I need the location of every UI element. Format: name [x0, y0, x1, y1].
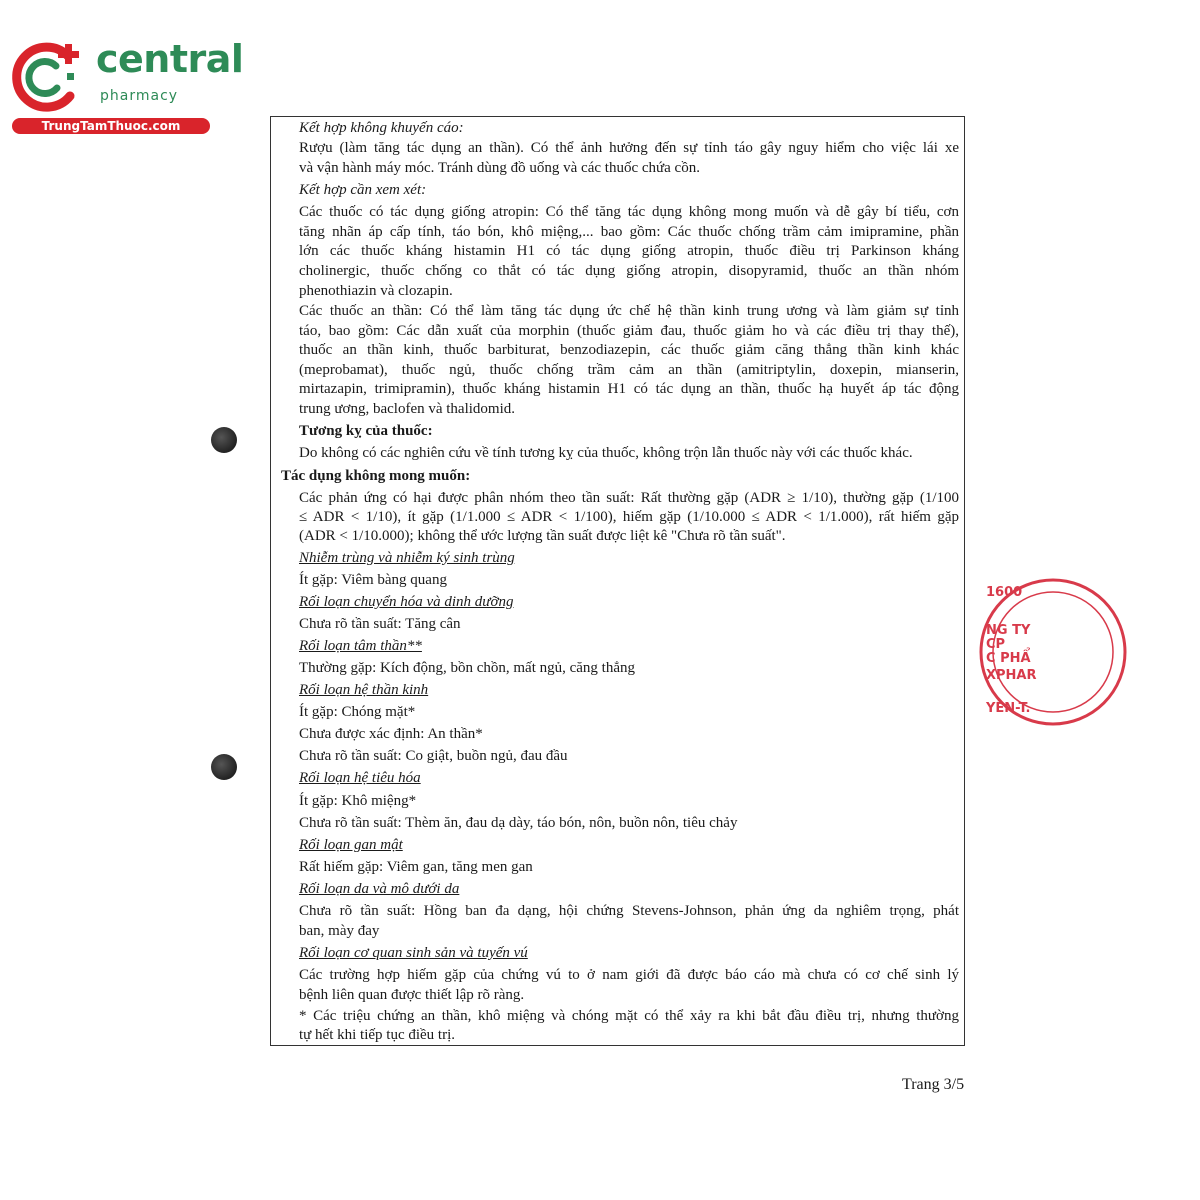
- doc-text-line: bệnh liên quan được thiết lập rõ ràng.: [299, 987, 525, 1003]
- doc-text-line: mirtazapin, trimipramin), thuốc kháng histamin H1 có tác dụng an thần, thuốc hạ huyết áp tác động: [299, 381, 959, 397]
- doc-text-line: Rất hiếm gặp: Viêm gan, tăng men gan: [299, 859, 533, 875]
- doc-section-heading: Tương kỵ của thuốc:: [299, 423, 433, 439]
- page-number: Trang 3/5: [902, 1076, 965, 1093]
- doc-text-line: Ít gặp: Chóng mặt*: [299, 704, 416, 720]
- doc-text-line: lớn các thuốc kháng histamin H1 có tác dụng giống atropin, thuốc điều trị Parkinson kháng: [299, 243, 959, 259]
- doc-text-line: và vận hành máy móc. Tránh dùng đồ uống và các thuốc chứa cồn.: [299, 160, 700, 176]
- doc-text-line: Chưa rõ tần suất: Tăng cân: [299, 616, 461, 632]
- doc-category-heading: Rối loạn gan mật: [299, 837, 403, 853]
- doc-text-line: trung ương, baclofen và thalidomid.: [299, 401, 516, 417]
- doc-text-line: Do không có các nghiên cứu về tính tương kỵ của thuốc, không trộn lẫn thuốc này với các thuốc khác.: [299, 445, 913, 461]
- doc-category-heading: Rối loạn tâm thần**: [299, 638, 422, 654]
- doc-category-heading: Rối loạn da và mô dưới da: [299, 881, 460, 897]
- doc-text-line: (ADR < 1/10.000); không thể ước lượng tần suất được liệt kê "Chưa rõ tần suất".: [299, 528, 786, 544]
- punch-hole: [211, 427, 237, 453]
- doc-text-line: ban, mày đay: [299, 923, 380, 939]
- doc-text-line: Các thuốc an thần: Có thể làm tăng tác dụng ức chế hệ thần kinh trung ương và làm giảm sự tỉnh: [299, 303, 959, 319]
- doc-section-heading: Tác dụng không mong muốn:: [281, 468, 471, 484]
- logo-brand-text: central: [96, 37, 244, 81]
- doc-text-line: thuốc an thần kinh, thuốc barbiturat, benzodiazepin, các thuốc giảm căng thẳng thần kinh khác: [299, 342, 959, 358]
- doc-category-heading: Rối loạn hệ thần kinh: [299, 682, 429, 698]
- doc-text-line: táo, bao gồm: Các dẫn xuất của morphin (thuốc giảm đau, thuốc giảm ho và các điều trị thay thế),: [299, 323, 959, 339]
- punch-hole: [211, 754, 237, 780]
- doc-text-line: Chưa rõ tần suất: Hồng ban đa dạng, hội chứng Stevens-Johnson, phản ứng da nghiêm trọng, phát: [299, 903, 959, 919]
- doc-text-line: Các trường hợp hiếm gặp của chứng vú to ở nam giới đã được báo cáo mà chưa có cơ chế sinh lý: [299, 967, 959, 983]
- doc-text-line: Ít gặp: Viêm bàng quang: [299, 572, 447, 588]
- doc-text-line: tự hết khi tiếp tục điều trị.: [299, 1027, 456, 1043]
- logo-website-banner: TrungTamThuoc.com: [12, 118, 210, 134]
- doc-text-line: phenothiazin và clozapin.: [299, 283, 453, 299]
- document-body: [270, 116, 965, 1046]
- company-stamp: [978, 572, 1037, 732]
- doc-text-line: Chưa được xác định: An thần*: [299, 726, 483, 742]
- logo-sub-text: pharmacy: [100, 88, 179, 104]
- pharmacy-logo: [10, 37, 244, 138]
- doc-subheading: Kết hợp cần xem xét:: [299, 182, 427, 198]
- stamp-text: C PHẨ: [986, 651, 1031, 666]
- stamp-text: NG TY: [986, 623, 1031, 638]
- stamp-text: XPHAR: [986, 668, 1037, 683]
- logo-c-icon: [10, 38, 94, 116]
- doc-subheading: Kết hợp không khuyến cáo:: [299, 120, 464, 136]
- doc-text-line: * Các triệu chứng an thần, khô miệng và chóng mặt có thể xảy ra khi bắt đầu điều trị, nhưng thường: [299, 1008, 959, 1024]
- doc-text-line: Ít gặp: Khô miệng*: [299, 793, 417, 809]
- doc-text-line: Rượu (làm tăng tác dụng an thần). Có thể ảnh hưởng đến sự tỉnh táo gây nguy hiểm cho việc lái xe: [299, 140, 959, 156]
- doc-text-line: Các thuốc có tác dụng giống atropin: Có thể tăng tác dụng không mong muốn và dễ gây bí tiểu, cơn: [299, 204, 959, 220]
- doc-category-heading: Rối loạn hệ tiêu hóa: [299, 770, 421, 786]
- doc-text-line: Chưa rõ tần suất: Thèm ăn, đau dạ dày, táo bón, nôn, buồn nôn, tiêu chảy: [299, 815, 738, 831]
- doc-text-line: (meprobamat), thuốc ngủ, thuốc chống trầm cảm an thần (amitriptylin, doxepin, mianserin,: [299, 362, 959, 378]
- doc-text-line: Các phản ứng có hại được phân nhóm theo tần suất: Rất thường gặp (ADR ≥ 1/10), thường gặp (1/100: [299, 490, 959, 506]
- stamp-text: CP: [986, 637, 1006, 652]
- doc-text-line: tăng nhãn áp cấp tính, táo bón, khô miệng,... bao gồm: Các thuốc chống trầm cảm imipramine, phần: [299, 224, 959, 240]
- doc-text-line: Chưa rõ tần suất: Co giật, buồn ngủ, đau đầu: [299, 748, 568, 764]
- doc-text-line: ≤ ADR < 1/10), ít gặp (1/1.000 ≤ ADR < 1/100), hiếm gặp (1/10.000 ≤ ADR < 1/1.000), rất hiếm gặp: [299, 509, 959, 525]
- doc-text-line: Thường gặp: Kích động, bồn chồn, mất ngủ, căng thẳng: [299, 660, 635, 676]
- stamp-text: 1600: [986, 585, 1023, 600]
- doc-category-heading: Rối loạn chuyển hóa và dinh dưỡng: [299, 594, 514, 610]
- doc-category-heading: Nhiễm trùng và nhiễm ký sinh trùng: [299, 550, 515, 566]
- doc-category-heading: Rối loạn cơ quan sinh sản và tuyến vú: [299, 945, 528, 961]
- doc-text-line: cholinergic, thuốc chống co thắt có tác dụng giống atropin, disopyramid, thuốc an thần nhóm: [299, 263, 959, 279]
- stamp-text: YÊN-T.: [986, 701, 1031, 716]
